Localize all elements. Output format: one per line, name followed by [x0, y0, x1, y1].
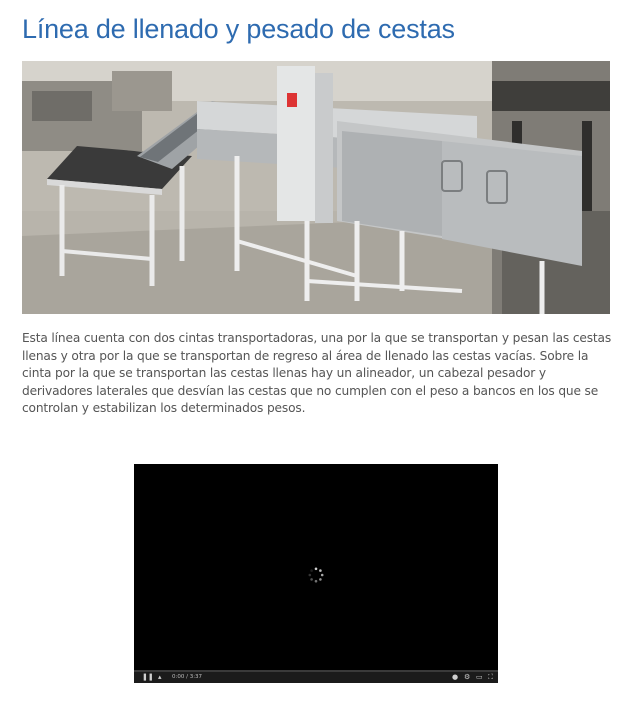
video-time: 0:00 / 3:37 — [172, 674, 203, 680]
machine-photo — [22, 61, 610, 314]
page-title: Línea de llenado y pesado de cestas — [22, 14, 455, 44]
fullscreen-icon[interactable]: ⛶ — [488, 673, 493, 681]
video-player[interactable] — [134, 464, 498, 683]
video-controls — [134, 671, 498, 683]
volume-icon[interactable]: ▴ — [158, 673, 162, 681]
loading-spinner-icon — [308, 567, 324, 583]
description-text: Esta línea cuenta con dos cintas transportadoras, una por la que se transportan y pesan las cestas llenas y otra por la que se transportan de regreso al área de llenado las cestas vacías. Sobre la cinta por la que se transportan las cestas llenas hay un alineador, un cabezal pesador y derivadores laterales que desvían las cestas que no cumplen con el peso a bancos en los que se controlan y estabilizan los determinados pesos. — [22, 331, 612, 415]
screen-icon[interactable]: ▭ — [476, 673, 483, 681]
settings-icon[interactable]: ⚙ — [464, 673, 471, 681]
watch-later-icon[interactable]: ● — [452, 673, 459, 681]
play-icon[interactable]: ❚❚ — [142, 673, 154, 681]
